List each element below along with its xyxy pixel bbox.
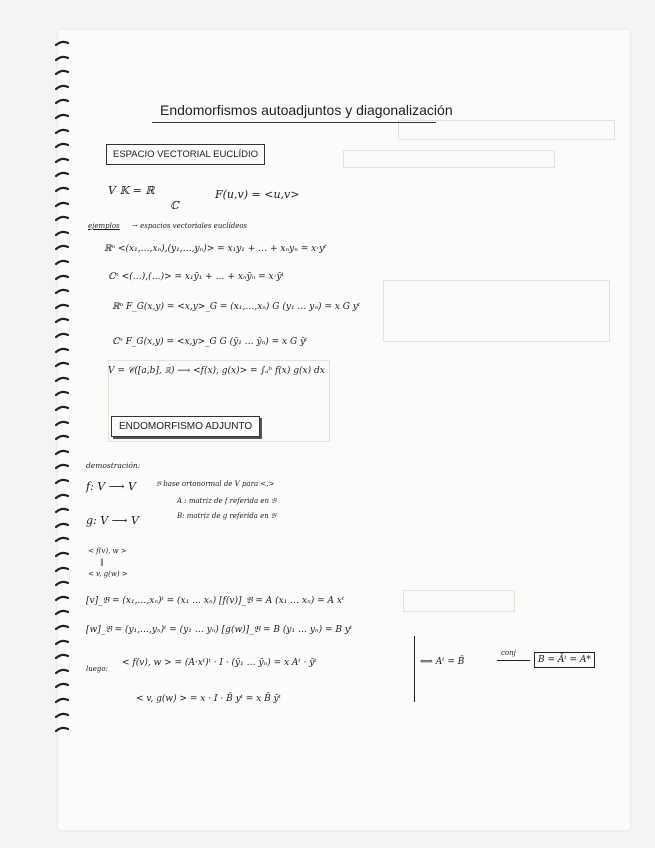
spiral-coil bbox=[55, 463, 69, 469]
spiral-coil bbox=[55, 609, 69, 615]
spiral-coil bbox=[55, 274, 69, 280]
line-fv-w: < f(v), w > bbox=[88, 547, 127, 555]
spiral-coil bbox=[55, 405, 69, 411]
section-adjunto-box bbox=[111, 416, 260, 437]
spiral-coil bbox=[55, 653, 69, 659]
show-through-box bbox=[398, 120, 615, 140]
spiral-coil bbox=[55, 303, 69, 309]
spiral-coil bbox=[55, 361, 69, 367]
spiral-coil bbox=[55, 595, 69, 601]
ejemplos-text: → espacios vectoriales euclídeos bbox=[132, 222, 248, 230]
page-title: Endomorfismos autoadjuntos y diagonalización bbox=[160, 102, 453, 118]
spiral-coil bbox=[55, 507, 69, 513]
title-underline bbox=[152, 122, 436, 123]
spiral-coil bbox=[55, 390, 69, 396]
spiral-coil bbox=[55, 697, 69, 703]
beta-description: 𝔅 base ortonormal de V para <,> bbox=[156, 480, 275, 488]
conj-label: conj bbox=[501, 649, 516, 657]
conj-arrow bbox=[497, 660, 530, 661]
spiral-coil bbox=[55, 712, 69, 718]
spiral-coil bbox=[55, 566, 69, 572]
spiral-coil bbox=[55, 84, 69, 90]
field-complex: ℂ bbox=[170, 199, 179, 212]
spiral-coil bbox=[55, 201, 69, 207]
spiral-coil bbox=[55, 55, 69, 61]
spiral-coil bbox=[55, 288, 69, 294]
spiral-coil bbox=[55, 259, 69, 265]
line-w-coordinates: [w]_𝔅 = (y₁,…,yₙ)ᵗ = (y₁ … yₙ) [g(w)]_𝔅 = B (y₁ … yₙ) = B yᵗ bbox=[86, 625, 353, 635]
line-equals: ‖ bbox=[100, 558, 104, 566]
spiral-coil bbox=[55, 142, 69, 148]
spiral-coil bbox=[55, 332, 69, 338]
spiral-coil bbox=[55, 478, 69, 484]
line-v-coordinates: [v]_𝔅 = (x₁,…,xₙ)ᵗ = (x₁ … xₙ) [f(v)]_𝔅 = A (x₁ … xₙ) = A xᵗ bbox=[86, 596, 345, 606]
g-map: g: V ⟶ V bbox=[86, 514, 139, 527]
spiral-coil bbox=[55, 215, 69, 221]
spiral-coil bbox=[55, 347, 69, 353]
field-definition: V 𝕂 = ℝ bbox=[108, 184, 155, 197]
example-rn-gram: ℝⁿ F_G(x,y) = <x,y>_G = (x₁,…,xₙ) G (y₁ … yₙ) = x G yᵗ bbox=[112, 302, 361, 312]
spiral-coil bbox=[55, 186, 69, 192]
spiral-coil bbox=[55, 434, 69, 440]
implication: ⟺ Aᵗ = B̄ bbox=[420, 657, 465, 667]
spiral-coil bbox=[55, 113, 69, 119]
line-v-gw: < v, g(w) > bbox=[88, 570, 128, 578]
spiral-coil bbox=[55, 69, 69, 75]
spiral-coil bbox=[55, 726, 69, 732]
show-through-box bbox=[403, 590, 515, 612]
section-euclid-box bbox=[106, 144, 265, 165]
spiral-coil bbox=[55, 580, 69, 586]
section-euclid-label: ESPACIO VECTORIAL EUCLÍDIO bbox=[113, 149, 259, 160]
spiral-coil bbox=[55, 157, 69, 163]
example-cn: ℂⁿ <(…),(…)> = x₁ȳ₁ + … + xₙȳₙ = x·ȳᵗ bbox=[108, 272, 284, 282]
inner-product-definition: F(u,v) = <u,v> bbox=[215, 188, 300, 201]
spiral-coil bbox=[55, 376, 69, 382]
show-through-box bbox=[383, 280, 610, 342]
spiral-coil bbox=[55, 230, 69, 236]
line-fv-w-expanded: < f(v), w > = (A·xᵗ)ᵗ · I · (ȳ₁ … ȳₙ) = x Aᵗ · ȳᵗ bbox=[122, 658, 317, 668]
spiral-coil bbox=[55, 639, 69, 645]
spiral-coil bbox=[55, 493, 69, 499]
spiral-coil bbox=[55, 98, 69, 104]
show-through-box bbox=[343, 150, 555, 168]
spiral-coil bbox=[55, 668, 69, 674]
spiral-coil bbox=[55, 624, 69, 630]
b-description: B: matriz de g referida en 𝔅 bbox=[177, 512, 277, 520]
result-box bbox=[534, 652, 595, 668]
line-v-gw-expanded: < v, g(w) > = x · I · B̄ yᵗ = x B̄ ȳᵗ bbox=[136, 694, 281, 704]
spiral-coil bbox=[55, 244, 69, 250]
spiral-coil bbox=[55, 420, 69, 426]
a-description: A : matriz de f referida en 𝔅 bbox=[177, 497, 277, 505]
f-map: f: V ⟶ V bbox=[86, 480, 136, 493]
result-formula: B = Āᵗ = A* bbox=[538, 655, 591, 665]
spiral-coil bbox=[55, 317, 69, 323]
spiral-coil bbox=[55, 522, 69, 528]
example-function-space: V = 𝒞([a,b], ℝ) ⟶ <f(x), g(x)> = ∫ₐᵇ f(x) g(x) dx bbox=[108, 366, 325, 376]
spiral-coil bbox=[55, 128, 69, 134]
luego-label: luego: bbox=[86, 665, 108, 673]
ejemplos-label: ejemplos bbox=[88, 222, 120, 230]
spiral-coil bbox=[55, 682, 69, 688]
demonstration-label: demostración: bbox=[86, 461, 141, 470]
spiral-coil bbox=[55, 536, 69, 542]
spiral-coil bbox=[55, 40, 69, 46]
example-rn: ℝⁿ <(x₁,…,xₙ),(y₁,…,yₙ)> = x₁y₁ + … + xₙyₙ = x·yᵗ bbox=[104, 244, 327, 254]
spiral-coil bbox=[55, 449, 69, 455]
section-adjunto-label: ENDOMORFISMO ADJUNTO bbox=[119, 421, 253, 432]
spiral-coil bbox=[55, 171, 69, 177]
example-cn-gram: ℂⁿ F_G(x,y) = <x,y>_G G (ȳ₁ … ȳₙ) = x G ȳᵗ bbox=[112, 337, 308, 347]
spiral-coil bbox=[55, 551, 69, 557]
spiral-binding bbox=[55, 40, 71, 750]
show-through-text bbox=[88, 85, 91, 96]
separator-bar bbox=[414, 636, 415, 702]
